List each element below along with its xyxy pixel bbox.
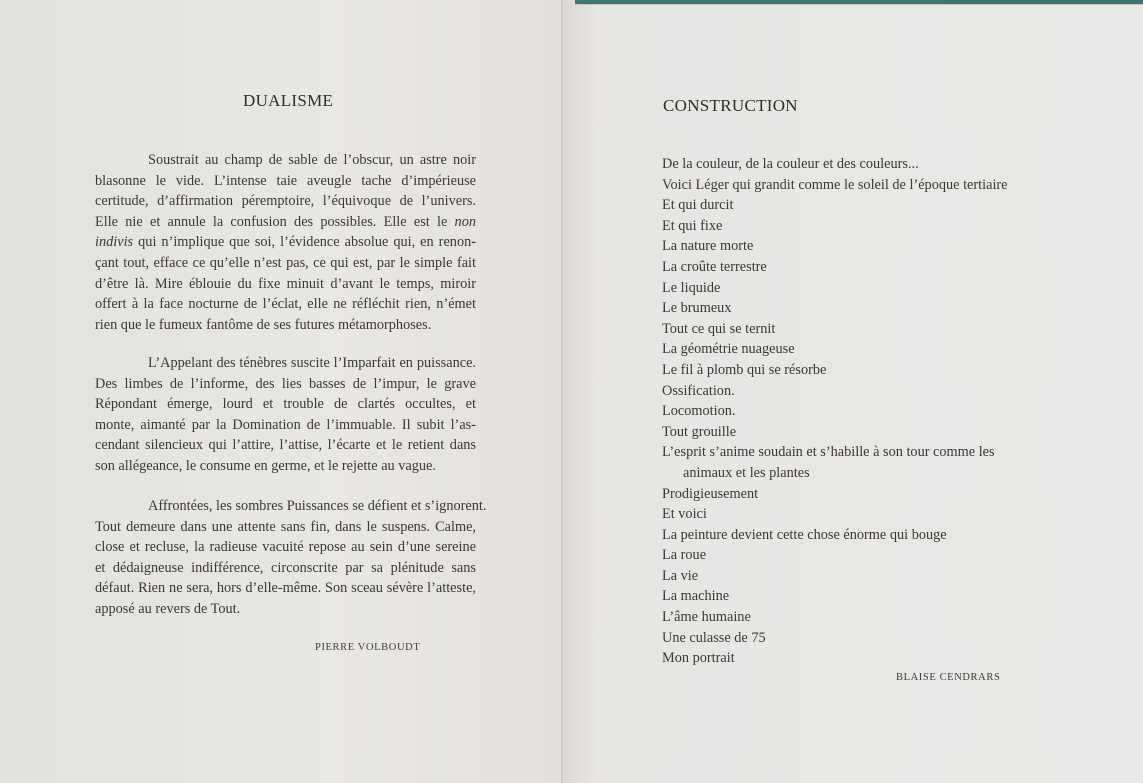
text-line: rien que le fumeux fantôme de ses futures métamorphoses. xyxy=(95,316,432,333)
verse-line: Voici Léger qui grandit comme le soleil de l’époque tertiaire xyxy=(662,176,1008,193)
verse-line: La vie xyxy=(662,567,699,584)
text-line: Soustrait au champ de sable de l’obscur, un astre noir xyxy=(148,152,476,168)
verse-line: Tout ce qui se ternit xyxy=(662,320,776,337)
verse-line: Et qui durcit xyxy=(662,197,734,214)
verse-line: Mon portrait xyxy=(662,650,735,667)
italic-term: indivis xyxy=(95,234,134,251)
verse-line: Et qui fixe xyxy=(662,217,723,234)
verse-line: Tout grouille xyxy=(662,423,737,440)
text-line: apposé au revers de Tout. xyxy=(95,600,241,617)
text-line xyxy=(95,232,476,253)
text-line: offert à la face nocturne de l’éclat, elle ne réfléchit rien, n’émet xyxy=(95,296,476,313)
verse-line: Prodigieusement xyxy=(662,485,759,502)
text-line: d’être là. Mire éblouie du fixe minuit d’avant le temps, miroir xyxy=(95,275,476,292)
verse-line-continuation: animaux et les plantes xyxy=(683,464,810,481)
verse-line: La géométrie nuageuse xyxy=(662,341,795,358)
right-page-title: CONSTRUCTION xyxy=(663,96,798,115)
text-line: défaut. Rien ne sera, hors d’elle-même. Son sceau sévère l’atteste, xyxy=(95,580,476,597)
text-line: monte, aimanté par la Domination de l’immuable. Il subit l’as- xyxy=(95,416,476,433)
text-line xyxy=(95,212,476,233)
text-line: et dédaigneuse indifférence, circonscrite par sa plénitude sans xyxy=(95,559,476,576)
verse-line: La machine xyxy=(662,588,730,605)
text-line: cendant silencieux qui l’attire, l’attise, l’écarte et le retient dans xyxy=(95,437,476,454)
text-line: çant tout, efface ce qu’elle n’est pas, ce qui est, par le simple fait xyxy=(95,254,476,271)
paragraph-2 xyxy=(95,353,476,477)
left-page-title: DUALISME xyxy=(243,91,334,110)
paragraph-1 xyxy=(95,150,476,335)
text-segment: Elle nie et annule la confusion des possibles. Elle est le xyxy=(95,213,448,230)
text-segment: qui n’implique que soi, l’évidence absolue qui, en renon- xyxy=(138,234,476,251)
text-line: Répondant émerge, lourd et trouble de clartés occultes, et xyxy=(95,396,476,413)
verse-line: La nature morte xyxy=(662,238,754,255)
right-author-signature: BLAISE CENDRARS xyxy=(896,672,1001,683)
text-line: close et recluse, la radieuse vacuité repose au sein d’une sereine xyxy=(95,539,476,556)
paragraph-3 xyxy=(95,496,487,620)
text-line: son allégeance, le consume en germe, et le rejette au vague. xyxy=(95,457,436,474)
page-top-edge xyxy=(575,4,1143,5)
text-line: Tout demeure dans une attente sans fin, dans le suspens. Calme, xyxy=(95,518,476,535)
verse-line: Le fil à plomb qui se résorbe xyxy=(662,361,827,378)
verse-line: L’âme humaine xyxy=(662,609,751,626)
text-line: Affrontées, les sombres Puissances se défient et s’ignorent. xyxy=(148,498,487,514)
poem-verses xyxy=(662,154,1042,669)
verse-line: L’esprit s’anime soudain et s’habille à son tour comme les xyxy=(662,444,995,461)
verse-line: Une culasse de 75 xyxy=(662,629,766,646)
text-line: Des limbes de l’informe, des lies basses de l’impur, le grave xyxy=(95,375,476,392)
text-line: L’Appelant des ténèbres suscite l’Imparfait en puissance. xyxy=(148,355,476,371)
book-gutter xyxy=(561,0,563,783)
italic-term: non xyxy=(454,213,476,230)
verse-line: Le liquide xyxy=(662,279,721,296)
text-line: certitude, d’affirmation péremptoire, l’équivoque de l’univers. xyxy=(95,193,476,210)
verse-line: La roue xyxy=(662,547,707,564)
verse-line: La peinture devient cette chose énorme qui bouge xyxy=(662,526,947,543)
text-line: blasonne le vide. L’intense taie aveugle tache d’impérieuse xyxy=(95,172,476,189)
verse-line: Ossification. xyxy=(662,382,735,399)
verse-line: Et voici xyxy=(662,506,707,523)
verse-line: De la couleur, de la couleur et des couleurs... xyxy=(662,156,919,172)
verse-line: Le brumeux xyxy=(662,300,732,317)
verse-line: Locomotion. xyxy=(662,403,736,420)
left-author-signature: PIERRE VOLBOUDT xyxy=(315,642,421,653)
verse-line: La croûte terrestre xyxy=(662,258,767,275)
